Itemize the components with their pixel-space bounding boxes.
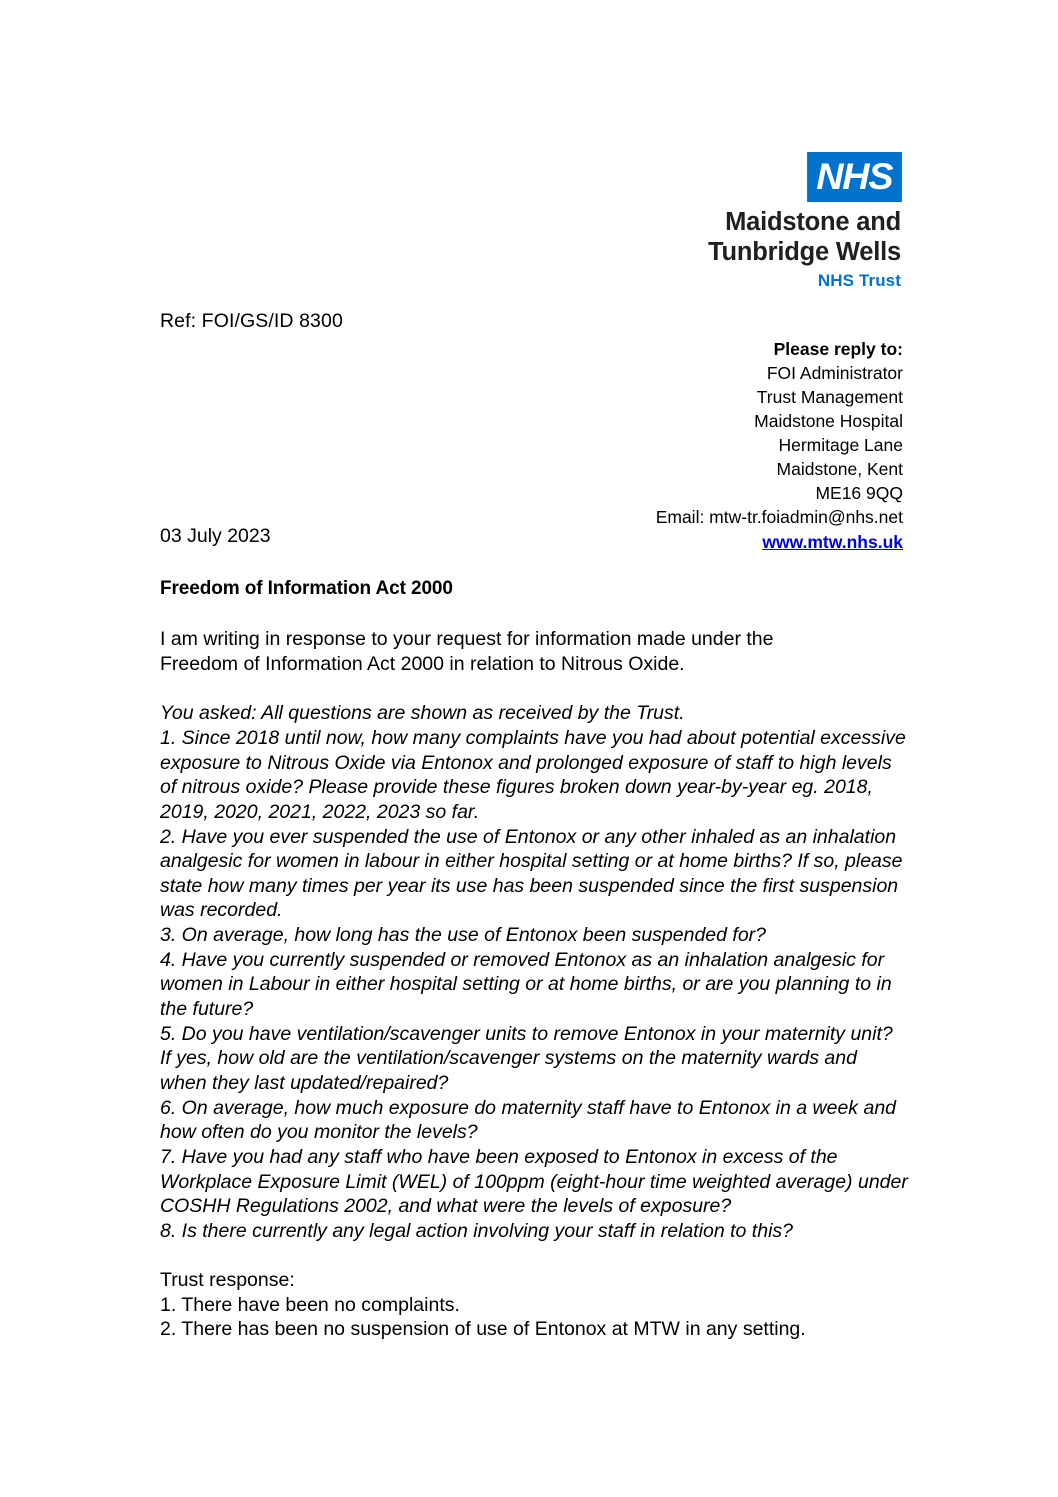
reply-to-line: ME16 9QQ <box>815 483 903 504</box>
letter-heading: Freedom of Information Act 2000 <box>160 577 453 599</box>
nhs-logo-badge: NHS <box>808 152 902 202</box>
letter-body <box>160 524 908 1342</box>
letter-date: 03 July 2023 <box>160 525 271 547</box>
question-item: 4. Have you currently suspended or removed Entonox as an inhalation analgesic for women in Labour in either hospital setting or at home births, or are you planning to in the future? <box>160 948 892 1021</box>
question-item: 2. Have you ever suspended the use of Entonox or any other inhaled as an inhalation analgesic for women in labour in either hospital setting or at home births? If so, please state how many times per year its use has been suspended since the first suspension was recorded. <box>160 825 903 922</box>
trust-subtitle: NHS Trust <box>817 271 901 291</box>
reply-to-heading: Please reply to: <box>773 339 903 359</box>
nhs-logo <box>691 152 901 291</box>
question-item: 3. On average, how long has the use of Entonox been suspended for? <box>160 924 767 947</box>
reply-to-line: Maidstone, Kent <box>776 459 903 480</box>
response-item: 1. There have been no complaints. <box>160 1293 460 1316</box>
questions-intro: You asked: All questions are shown as received by the Trust. <box>160 702 685 725</box>
website-link[interactable]: www.mtw.nhs.uk <box>762 531 903 552</box>
reply-to-line: Hermitage Lane <box>778 435 903 456</box>
reply-to-line: Trust Management <box>756 387 903 408</box>
trust-name <box>691 208 901 267</box>
question-item: 8. Is there currently any legal action involving your staff in relation to this? <box>160 1220 793 1243</box>
trust-name-line-2: Tunbridge Wells <box>708 237 901 266</box>
letter-intro-line-2: Freedom of Information Act 2000 in relation to Nitrous Oxide. <box>160 653 685 676</box>
letter-intro-line-1: I am writing in response to your request for information made under the <box>160 627 774 650</box>
letter-intro <box>160 627 908 677</box>
response-item: 2. There has been no suspension of use of Entonox at MTW in any setting. <box>160 1318 806 1341</box>
questions-section <box>160 701 908 1243</box>
question-item: 6. On average, how much exposure do maternity staff have to Entonox in a week and how often do you monitor the levels? <box>160 1096 897 1144</box>
reply-to-line: FOI Administrator <box>766 363 903 384</box>
reply-to-block <box>656 337 903 554</box>
question-item: 5. Do you have ventilation/scavenger units to remove Entonox in your maternity unit? If yes, how old are the ventilation/scavenger systems on the maternity wards and when they last updated/repaired? <box>160 1022 893 1095</box>
question-item: 7. Have you had any staff who have been exposed to Entonox in excess of the Workplace Exposure Limit (WEL) of 100ppm (eight-hour time weighted average) under COSHH Regulations 2002, and what were the levels of exposure? <box>160 1146 908 1218</box>
response-section <box>160 1268 908 1343</box>
trust-name-line-1: Maidstone and <box>725 208 901 236</box>
reply-to-email: Email: mtw-tr.foiadmin@nhs.net <box>655 507 903 528</box>
reply-to-line: Maidstone Hospital <box>754 411 903 432</box>
reference-line: Ref: FOI/GS/ID 8300 <box>160 310 343 332</box>
response-heading: Trust response: <box>160 1268 295 1291</box>
question-item: 1. Since 2018 until now, how many complaints have you had about potential excessive exposure to Nitrous Oxide via Entonox and prolonged exposure of staff to high levels of nitrous oxide? Please provide these figures broken down year-by-year eg. 2018, 2019, 2020, 2021, 2022, 2023 so far. <box>160 726 906 823</box>
